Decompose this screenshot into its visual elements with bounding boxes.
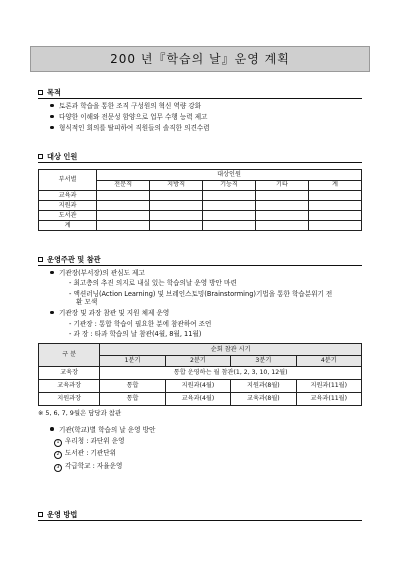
table-row	[39, 379, 362, 392]
table-cell: 통합 운영하는 월 참관(1, 2, 3, 10, 12월)	[100, 366, 362, 379]
list-item: 기관장(부서장)의 관심도 제고 - 최고층의 추진 의지로 내실 있는 학습의날 운영 방안 마련 - 액션러닝(Action Learning) 및 브레인스토밍(Brainstorming)기법을 통한 학습분위기 전 환 모색	[50, 269, 362, 306]
table-header: 3분기	[231, 356, 296, 366]
circled-number: 3	[54, 464, 62, 472]
table-cell: 지원과(4월)	[165, 379, 230, 392]
list-item: 3 각급학교 : 자율운영	[54, 462, 362, 472]
circled-number: 1	[54, 439, 62, 447]
table-header: 2분기	[165, 356, 230, 366]
purpose-list	[38, 102, 362, 133]
list-item: 토론과 학습을 통한 조직 구성원의 혁신 역량 강화	[50, 102, 362, 110]
list-item: 다양한 이해와 전문성 함양으로 업무 수행 능력 제고	[50, 113, 362, 121]
table-row	[39, 221, 362, 231]
section-purpose	[38, 88, 362, 136]
table-header: 기타	[256, 180, 309, 191]
school-plan-list	[38, 426, 362, 434]
table-header: 전문직	[97, 180, 150, 191]
dot-bullet-icon	[50, 311, 54, 315]
dot-bullet-icon	[50, 427, 54, 431]
list-item: 기관(학교)별 학습의 날 운영 방안	[50, 426, 362, 434]
table-cell: 도서관	[39, 211, 97, 221]
table-header: 4분기	[296, 356, 361, 366]
dot-bullet-icon	[50, 271, 54, 275]
dot-bullet-icon	[50, 126, 54, 130]
section-targets	[38, 152, 362, 231]
square-bullet-icon	[38, 257, 43, 262]
schedule-note: ※ 5, 6, 7, 9월은 담당과 참관	[38, 408, 122, 417]
targets-table	[38, 169, 362, 231]
section-heading: 운영 방법	[38, 510, 362, 521]
square-bullet-icon	[38, 90, 43, 95]
list-item: 기관장 및 과장 참관 및 지원 체제 운영 - 기관장 : 통합 학습이 필요한 분에 참관하여 조언 - 과 장 : 타과 학습의 날 참관(4월, 8월, 11월)	[50, 309, 362, 338]
table-cell: 교육과장	[39, 379, 100, 392]
sub-list: - 기관장 : 통합 학습이 필요한 분에 참관하여 조언 - 과 장 : 타과 학습의 날 참관(4월, 8월, 11월)	[69, 319, 212, 339]
circled-number: 2	[54, 451, 62, 459]
operation-list	[38, 269, 362, 339]
sub-list: - 최고층의 추진 의지로 내실 있는 학습의날 운영 방안 마련 - 액션러닝(Action Learning) 및 브레인스토밍(Brainstorming)기법을 통한 학습분위기 전 환 모색	[69, 279, 333, 307]
document-title: 200 년『학습의 날』운영 계획	[30, 46, 370, 72]
table-header: 지방직	[150, 180, 203, 191]
square-bullet-icon	[38, 154, 43, 159]
section-heading: 운영주관 및 참관	[38, 255, 362, 266]
dot-bullet-icon	[50, 104, 54, 108]
table-header: 구 분	[39, 343, 100, 366]
table-header: 순회 참관 시기	[100, 343, 362, 356]
list-item: 2 도서관 : 기관단위	[54, 449, 362, 459]
table-cell: 교육과(11월)	[296, 392, 361, 405]
table-header: 대상인원	[97, 170, 362, 181]
table-cell: 교육장	[39, 366, 100, 379]
section-operation	[38, 255, 362, 474]
dot-bullet-icon	[50, 115, 54, 119]
table-header: 계	[309, 180, 362, 191]
list-item: 1 우리청 : 과단위 운영	[54, 437, 362, 447]
table-cell: 교육과(8월)	[231, 392, 296, 405]
table-row	[39, 211, 362, 221]
table-row	[39, 366, 362, 379]
section-heading: 목적	[38, 88, 362, 99]
table-row	[39, 191, 362, 201]
section-heading: 대상 인원	[38, 152, 362, 163]
square-bullet-icon	[38, 512, 43, 517]
table-cell: 통합	[100, 379, 165, 392]
table-header: 1분기	[100, 356, 165, 366]
table-cell: 계	[39, 221, 97, 231]
table-cell: 교육과(4월)	[165, 392, 230, 405]
schedule-table	[38, 343, 362, 406]
table-header: 부서별	[39, 170, 97, 191]
section-method	[38, 510, 362, 521]
table-row	[39, 392, 362, 405]
table-cell: 지원과장	[39, 392, 100, 405]
numbered-list	[38, 437, 362, 472]
table-cell: 교육과	[39, 191, 97, 201]
list-item: 형식적인 회의를 탈피하여 직원들의 솔직한 의견수렴	[50, 124, 362, 132]
table-header: 기능직	[203, 180, 256, 191]
table-row	[39, 201, 362, 211]
table-cell: 지원과(11월)	[296, 379, 361, 392]
table-cell: 지원과(8월)	[231, 379, 296, 392]
table-cell: 지원과	[39, 201, 97, 211]
table-cell: 통합	[100, 392, 165, 405]
